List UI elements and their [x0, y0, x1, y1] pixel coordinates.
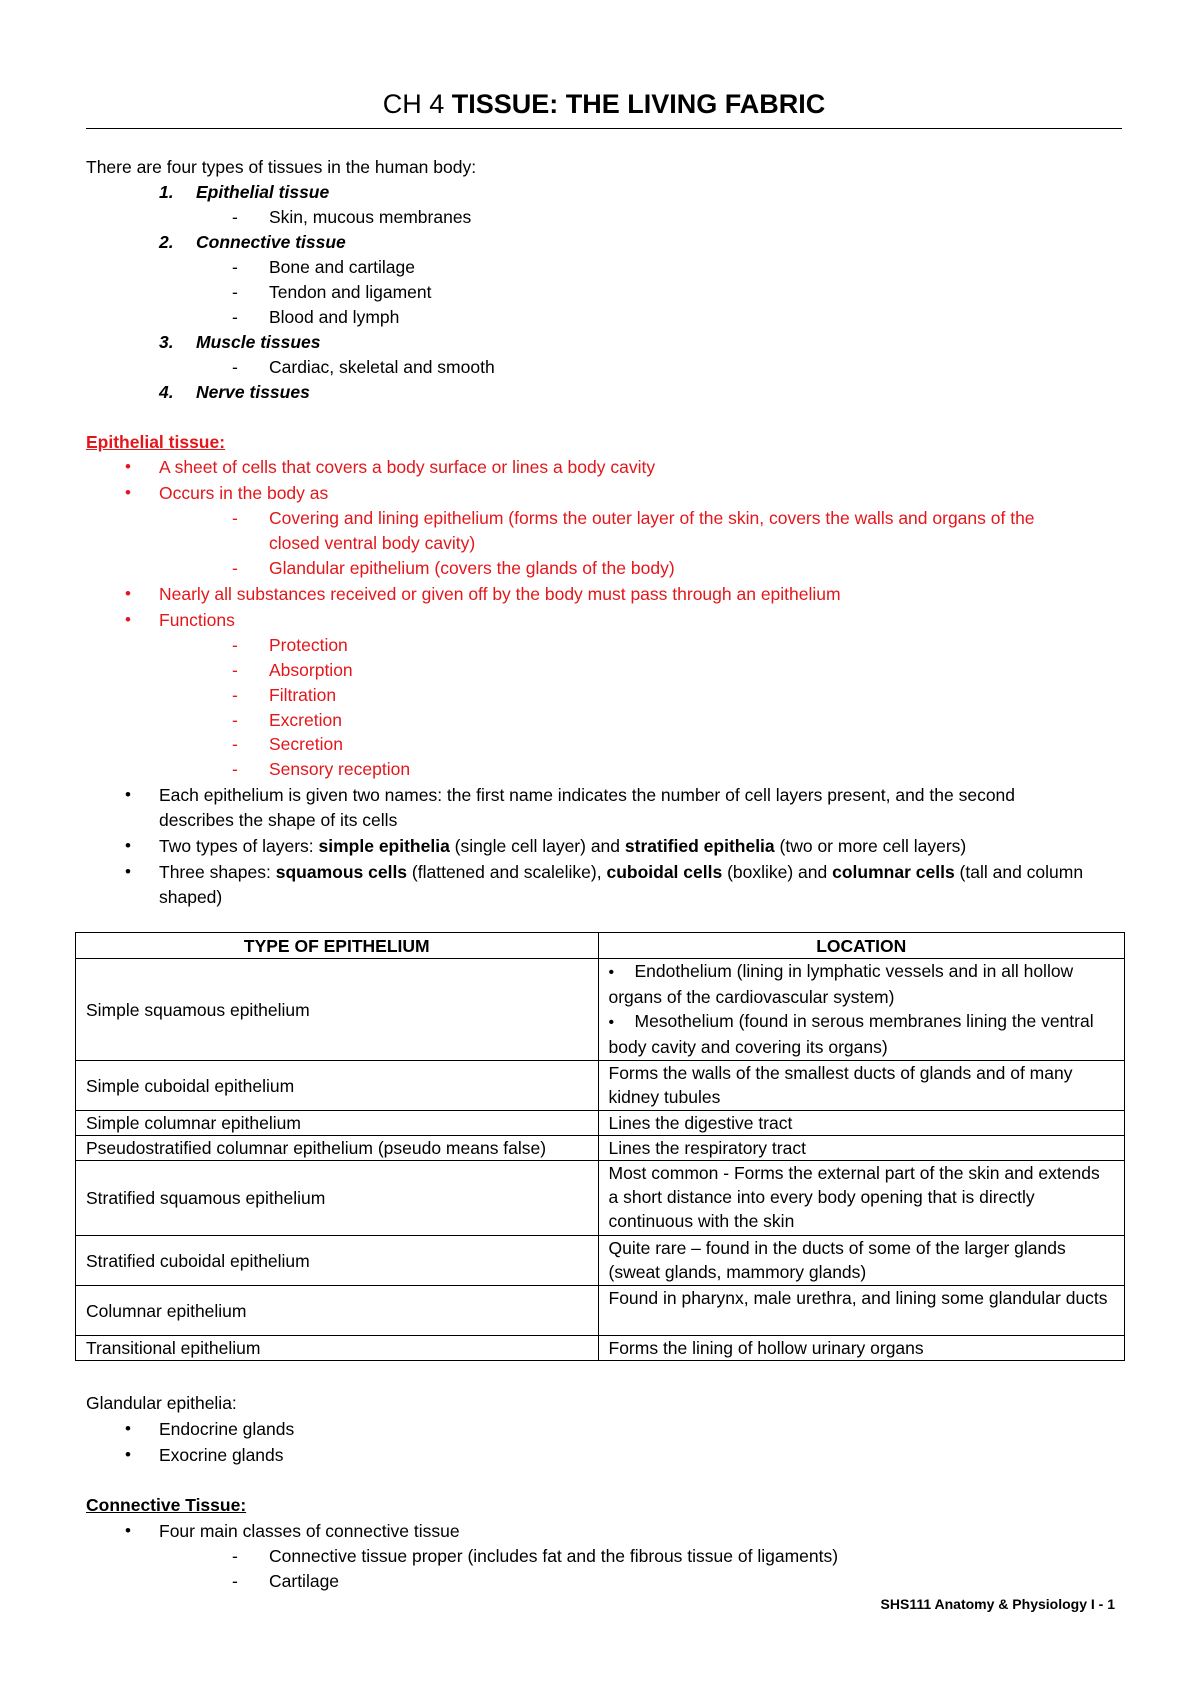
table-cell-location: Most common - Forms the external part of the skin and extends a short distance into every body opening that is directly continuous with the skin	[598, 1161, 1125, 1236]
glandular-heading: Glandular epithelia:	[86, 1393, 237, 1413]
table-cell-type: Stratified cuboidal epithelium	[76, 1236, 599, 1286]
list-item: Epithelial tissue	[196, 182, 330, 202]
bullet-text: Four main classes of connective tissue	[159, 1521, 460, 1541]
table-cell-type: Columnar epithelium	[76, 1286, 599, 1336]
function-item: Secretion	[269, 734, 343, 754]
bullet-text: Functions	[159, 610, 235, 630]
table-cell-location: Found in pharynx, male urethra, and lining some glandular ducts	[598, 1286, 1125, 1336]
bullet-text: describes the shape of its cells	[159, 810, 398, 830]
section-heading-connective: Connective Tissue:	[86, 1495, 247, 1515]
list-item: Nerve tissues	[196, 382, 310, 402]
function-item: Filtration	[269, 685, 337, 705]
dash-marker: -	[232, 1571, 238, 1591]
bullet-marker: •	[125, 1419, 131, 1438]
sub-bullet-text: Covering and lining epithelium (forms the outer layer of the skin, covers the walls and organs of the	[269, 508, 1035, 528]
dash-marker: -	[232, 282, 238, 302]
bullet-marker: •	[125, 785, 131, 804]
list-subitem: Tendon and ligament	[269, 282, 432, 302]
table-row	[76, 1286, 1125, 1336]
bullet-marker: •	[125, 483, 131, 502]
bullet-text: Each epithelium is given two names: the first name indicates the number of cell layers present, and the second	[159, 785, 1016, 805]
dash-marker: -	[232, 635, 238, 655]
intro-text: There are four types of tissues in the human body:	[86, 157, 477, 177]
table-cell-location: Forms the lining of hollow urinary organs	[598, 1336, 1125, 1361]
bullet-marker: •	[125, 862, 131, 881]
table-row	[76, 1161, 1125, 1236]
table-cell-type: Simple squamous epithelium	[76, 959, 599, 1061]
list-subitem: Bone and cartilage	[269, 257, 415, 277]
dash-marker: -	[232, 660, 238, 680]
dash-marker: -	[232, 734, 238, 754]
table-row	[76, 959, 1125, 1061]
sub-bullet-text: closed ventral body cavity)	[269, 533, 476, 553]
table-cell-location: • Endothelium (lining in lymphatic vessels and in all hollow organs of the cardiovascular system) • Mesothelium (found in serous membranes lining the ventral body cavity and covering its organs)	[598, 959, 1125, 1061]
list-number: 2.	[159, 232, 174, 252]
table-cell-location: Lines the digestive tract	[598, 1111, 1125, 1136]
dash-marker: -	[232, 257, 238, 277]
dash-marker: -	[232, 685, 238, 705]
bullet-marker: •	[125, 1521, 131, 1540]
bullet-marker: •	[125, 610, 131, 629]
table-row	[76, 1111, 1125, 1136]
sub-bullet-text: Cartilage	[269, 1571, 340, 1591]
table-row	[76, 1236, 1125, 1286]
page-footer: SHS111 Anatomy & Physiology I - 1	[880, 1596, 1115, 1612]
bullet-text: shaped)	[159, 887, 223, 907]
table-header-row	[76, 933, 1125, 959]
sub-bullet-text: Connective tissue proper (includes fat and the fibrous tissue of ligaments)	[269, 1546, 839, 1566]
dash-marker: -	[232, 710, 238, 730]
bullet-text: A sheet of cells that covers a body surface or lines a body cavity	[159, 457, 656, 477]
bullet-text: Three shapes: squamous cells (flattened and scalelike), cuboidal cells (boxlike) and columnar cells (tall and column	[159, 862, 1084, 882]
table-cell-location: Lines the respiratory tract	[598, 1136, 1125, 1161]
list-number: 1.	[159, 182, 174, 202]
list-item: Muscle tissues	[196, 332, 321, 352]
table-cell-type: Simple cuboidal epithelium	[76, 1061, 599, 1111]
bullet-marker: •	[125, 836, 131, 855]
list-item: Connective tissue	[196, 232, 346, 252]
table-cell-location: Forms the walls of the smallest ducts of glands and of many kidney tubules	[598, 1061, 1125, 1111]
list-subitem: Skin, mucous membranes	[269, 207, 472, 227]
sub-bullet-text: Glandular epithelium (covers the glands of the body)	[269, 558, 675, 578]
section-heading-epithelial: Epithelial tissue:	[86, 432, 226, 452]
table-row	[76, 1136, 1125, 1161]
table-cell-type: Simple columnar epithelium	[76, 1111, 599, 1136]
dash-marker: -	[232, 558, 238, 578]
title-rule	[86, 128, 1122, 129]
dash-marker: -	[232, 1546, 238, 1566]
epithelium-table	[75, 932, 1125, 1361]
bullet-text: Endocrine glands	[159, 1419, 295, 1439]
bullet-marker: •	[125, 1445, 131, 1464]
bullet-text: Occurs in the body as	[159, 483, 329, 503]
list-number: 3.	[159, 332, 174, 352]
bullet-text: Exocrine glands	[159, 1445, 284, 1465]
list-subitem: Blood and lymph	[269, 307, 400, 327]
bullet-marker: •	[125, 457, 131, 476]
table-cell-type: Pseudostratified columnar epithelium (pseudo means false)	[76, 1136, 599, 1161]
bullet-text: Nearly all substances received or given off by the body must pass through an epithelium	[159, 584, 841, 604]
bullet-text: Two types of layers: simple epithelia (single cell layer) and stratified epithelia (two or more cell layers)	[159, 836, 967, 856]
bullet-marker: •	[125, 584, 131, 603]
dash-marker: -	[232, 207, 238, 227]
page-title: CH 4 TISSUE: THE LIVING FABRIC	[382, 89, 826, 119]
table-row	[76, 1061, 1125, 1111]
table-row	[76, 1336, 1125, 1361]
table-cell-type: Transitional epithelium	[76, 1336, 599, 1361]
column-header: LOCATION	[598, 933, 1125, 959]
column-header: TYPE OF EPITHELIUM	[76, 933, 599, 959]
table-cell-location: Quite rare – found in the ducts of some of the larger glands (sweat glands, mammory glands)	[598, 1236, 1125, 1286]
function-item: Absorption	[269, 660, 353, 680]
dash-marker: -	[232, 357, 238, 377]
dash-marker: -	[232, 508, 238, 528]
function-item: Protection	[269, 635, 348, 655]
function-item: Sensory reception	[269, 759, 411, 779]
function-item: Excretion	[269, 710, 342, 730]
table-cell-type: Stratified squamous epithelium	[76, 1161, 599, 1236]
list-subitem: Cardiac, skeletal and smooth	[269, 357, 495, 377]
dash-marker: -	[232, 759, 238, 779]
dash-marker: -	[232, 307, 238, 327]
list-number: 4.	[159, 382, 174, 402]
